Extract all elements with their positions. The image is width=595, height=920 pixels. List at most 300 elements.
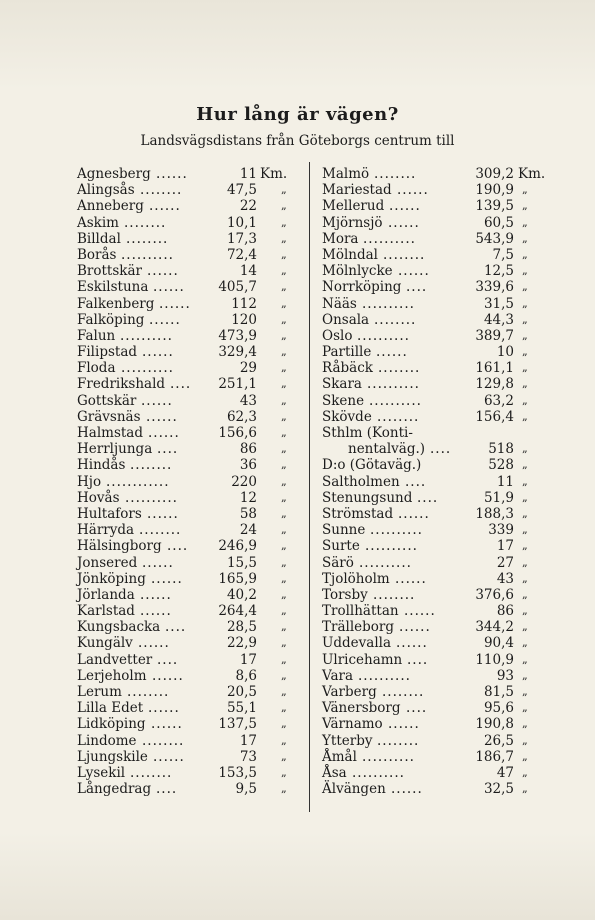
- leader-dots: ......: [142, 554, 174, 571]
- distance-value: 110,9: [475, 651, 514, 668]
- place-name: Landvetter: [77, 651, 153, 668]
- leader-dots: ..........: [370, 522, 423, 539]
- place-name: Surte: [322, 538, 360, 555]
- place-name: Agnesberg: [77, 166, 151, 182]
- ditto-mark: „: [522, 442, 528, 456]
- distance-value: 137,5: [218, 716, 257, 733]
- distance-value: 31,5: [483, 295, 514, 312]
- table-row: [77, 668, 305, 684]
- table-row: [322, 360, 544, 376]
- distance-value: 161,1: [475, 360, 514, 377]
- place-name: Lidköping: [77, 716, 146, 733]
- leader-dots: ......: [396, 635, 428, 652]
- place-name: Kungsbacka: [77, 619, 161, 636]
- table-row: [322, 781, 544, 797]
- distance-value: 10: [496, 344, 514, 361]
- table-row: [77, 781, 305, 797]
- distance-value: 47,5: [226, 182, 257, 199]
- place-name: Lerjeholm: [77, 667, 147, 684]
- leader-dots: ..........: [369, 392, 422, 409]
- leader-dots: ......: [388, 214, 420, 231]
- distance-value: 473,9: [218, 327, 257, 344]
- leader-dots: ......: [389, 198, 421, 215]
- place-name: Billdal: [77, 230, 121, 247]
- leader-dots: ........: [130, 764, 173, 781]
- table-row: [77, 684, 305, 700]
- table-row: [322, 603, 544, 619]
- ditto-mark: „: [522, 555, 528, 569]
- leader-dots: ........: [130, 457, 173, 474]
- leader-dots: ........: [377, 732, 420, 749]
- leader-dots: ........: [383, 246, 426, 263]
- leader-dots: ........: [378, 360, 421, 377]
- table-row: [322, 344, 544, 360]
- distance-value: 528: [488, 457, 514, 474]
- distance-value: 43: [239, 392, 257, 409]
- leader-dots: ..........: [121, 360, 174, 377]
- distance-value: 43: [496, 570, 514, 587]
- place-name: Lilla Edet: [77, 700, 144, 717]
- table-row: [322, 263, 544, 279]
- distance-value: 86: [496, 603, 514, 620]
- place-name: Åsa: [322, 764, 347, 781]
- place-name: Jonsered: [77, 554, 138, 571]
- place-name: Eskilstuna: [77, 279, 149, 296]
- leader-dots: ........: [139, 522, 182, 539]
- table-row: [322, 376, 544, 392]
- ditto-mark: „: [281, 620, 287, 634]
- ditto-mark: „: [281, 361, 287, 375]
- place-name: Älvängen: [322, 781, 386, 798]
- table-row: [322, 587, 544, 603]
- table-row: [322, 700, 544, 716]
- ditto-mark: „: [522, 571, 528, 585]
- leader-dots: ......: [140, 603, 172, 620]
- ditto-mark: „: [522, 765, 528, 779]
- leader-dots: ....: [406, 700, 428, 717]
- place-name: Mölndal: [322, 246, 378, 263]
- place-name: Hovås: [77, 489, 120, 506]
- ditto-mark: „: [522, 409, 528, 423]
- leader-dots: ......: [147, 263, 179, 280]
- table-row: [77, 360, 305, 376]
- leader-dots: ......: [156, 166, 188, 182]
- place-name: Härryda: [77, 522, 135, 539]
- right-column: [322, 166, 544, 797]
- table-row: [322, 749, 544, 765]
- distance-value: 8,6: [235, 667, 257, 684]
- place-name: Mjörnsjö: [322, 214, 383, 231]
- table-row: [77, 182, 305, 198]
- leader-dots: ......: [149, 311, 181, 328]
- ditto-mark: „: [281, 506, 287, 520]
- distance-value: 220: [231, 473, 257, 490]
- distance-value: 17: [239, 732, 257, 749]
- leader-dots: ........: [374, 311, 417, 328]
- leader-dots: ......: [404, 603, 436, 620]
- place-name: D:o (Götaväg.): [322, 457, 422, 474]
- leader-dots: ......: [138, 635, 170, 652]
- ditto-mark: „: [281, 231, 287, 245]
- ditto-mark: „: [522, 506, 528, 520]
- table-row: [77, 474, 305, 490]
- place-name: Hälsingborg: [77, 538, 162, 555]
- table-row: [322, 425, 544, 457]
- leader-dots: ......: [391, 781, 423, 798]
- ditto-mark: „: [281, 782, 287, 796]
- table-row: [77, 506, 305, 522]
- ditto-mark: „: [522, 490, 528, 504]
- ditto-mark: „: [281, 215, 287, 229]
- distance-value: 120: [231, 311, 257, 328]
- distance-value: 112: [231, 295, 257, 312]
- distance-value: 7,5: [492, 246, 514, 263]
- place-name: Sunne: [322, 522, 366, 539]
- place-name: Särö: [322, 554, 354, 571]
- distance-value: 139,5: [475, 198, 514, 215]
- distance-value: 10,1: [226, 214, 257, 231]
- ditto-mark: „: [522, 377, 528, 391]
- table-row: [322, 506, 544, 522]
- leader-dots: ....: [157, 441, 179, 458]
- ditto-mark: „: [281, 571, 287, 585]
- ditto-mark: „: [281, 668, 287, 682]
- distance-value: 44,3: [483, 311, 514, 328]
- ditto-mark: „: [522, 199, 528, 213]
- ditto-mark: „: [281, 636, 287, 650]
- place-name: Kungälv: [77, 635, 133, 652]
- table-row: [77, 215, 305, 231]
- leader-dots: ......: [140, 586, 172, 603]
- ditto-mark: „: [281, 199, 287, 213]
- distance-value: 339,6: [475, 279, 514, 296]
- distance-value: 251,1: [218, 376, 257, 393]
- table-row: [77, 749, 305, 765]
- leader-dots: ....: [165, 619, 187, 636]
- leader-dots: ..........: [125, 489, 178, 506]
- place-name: Falkenberg: [77, 295, 155, 312]
- distance-value: 405,7: [218, 279, 257, 296]
- table-row: [77, 619, 305, 635]
- place-name: Falköping: [77, 311, 145, 328]
- page-subtitle: Landsvägsdistans från Göteborgs centrum till: [140, 133, 455, 149]
- ditto-mark: „: [281, 296, 287, 310]
- place-name: Mariestad: [322, 182, 392, 199]
- table-row: [322, 652, 544, 668]
- leader-dots: ......: [148, 700, 180, 717]
- table-row: [322, 538, 544, 554]
- ditto-mark: „: [281, 652, 287, 666]
- place-name: Partille: [322, 344, 372, 361]
- table-row: [322, 198, 544, 214]
- table-row: [322, 733, 544, 749]
- distance-value: 129,8: [475, 376, 514, 393]
- distance-value: 339: [488, 522, 514, 539]
- distance-value: 376,6: [475, 586, 514, 603]
- distance-value: 518: [488, 441, 514, 458]
- ditto-mark: „: [522, 604, 528, 618]
- distance-value: 156,6: [218, 425, 257, 441]
- distance-value: 344,2: [475, 619, 514, 636]
- leader-dots: ........: [127, 684, 170, 700]
- ditto-mark: „: [522, 231, 528, 245]
- place-name: Värnamo: [322, 716, 383, 733]
- ditto-mark: „: [281, 555, 287, 569]
- leader-dots: ......: [398, 505, 430, 522]
- table-row: [77, 635, 305, 651]
- bleed-through-area: [0, 0, 595, 90]
- distance-value: 60,5: [483, 214, 514, 231]
- distance-value: 9,5: [235, 781, 257, 798]
- table-row: [77, 328, 305, 344]
- distance-value: 190,8: [475, 716, 514, 733]
- table-row: [77, 344, 305, 360]
- ditto-mark: „: [281, 490, 287, 504]
- ditto-mark: „: [281, 604, 287, 618]
- place-name: Trollhättan: [322, 603, 399, 620]
- distance-value: 93: [496, 667, 514, 684]
- place-name: Borås: [77, 246, 117, 263]
- table-row: [322, 393, 544, 409]
- table-row: [77, 571, 305, 587]
- distance-value: 81,5: [483, 684, 514, 701]
- leader-dots: ......: [152, 667, 184, 684]
- place-name: Halmstad: [77, 425, 143, 441]
- table-row: [322, 571, 544, 587]
- ditto-mark: „: [281, 474, 287, 488]
- ditto-mark: „: [522, 312, 528, 326]
- table-row: [322, 765, 544, 781]
- table-row: [322, 474, 544, 490]
- place-name: Jörlanda: [77, 586, 135, 603]
- place-name: Mora: [322, 230, 359, 247]
- ditto-mark: „: [281, 328, 287, 342]
- table-row: [77, 376, 305, 392]
- unit-label: Km.: [518, 166, 546, 182]
- ditto-mark: „: [281, 685, 287, 698]
- ditto-mark: „: [281, 426, 287, 439]
- place-name: Nääs: [322, 295, 357, 312]
- ditto-mark: „: [522, 183, 528, 197]
- ditto-mark: „: [281, 409, 287, 423]
- leader-dots: ......: [141, 392, 173, 409]
- ditto-mark: „: [281, 183, 287, 197]
- leader-dots: ....: [417, 489, 439, 506]
- distance-value: 264,4: [218, 603, 257, 620]
- leader-dots: ..........: [352, 764, 405, 781]
- place-name: Hindås: [77, 457, 126, 474]
- leader-dots: ..........: [367, 376, 420, 393]
- place-name: Torsby: [322, 586, 368, 603]
- place-name: Anneberg: [77, 198, 144, 215]
- table-row: [77, 247, 305, 263]
- leader-dots: ..........: [357, 327, 410, 344]
- page-title: Hur lång är vägen?: [196, 104, 399, 125]
- leader-dots: ........: [140, 182, 183, 199]
- leader-dots: ........: [377, 408, 420, 425]
- ditto-mark: „: [522, 717, 528, 731]
- ditto-mark: „: [522, 328, 528, 342]
- leader-dots: ......: [388, 716, 420, 733]
- leader-dots: ....: [430, 441, 452, 458]
- distance-value: 12,5: [483, 263, 514, 280]
- leader-dots: ........: [124, 214, 167, 231]
- table-row: [77, 166, 305, 182]
- ditto-mark: „: [281, 312, 287, 326]
- distance-value: 22,9: [226, 635, 257, 652]
- table-row: [322, 409, 544, 425]
- table-row: [77, 409, 305, 425]
- table-row: [322, 312, 544, 328]
- place-name: Jönköping: [77, 570, 146, 587]
- place-name: Ulricehamn: [322, 651, 403, 668]
- left-column: [77, 166, 305, 797]
- place-name: Oslo: [322, 327, 353, 344]
- unit-label: Km.: [260, 166, 288, 182]
- distance-value: 188,3: [475, 505, 514, 522]
- distance-value: 95,6: [483, 700, 514, 717]
- distance-value: 32,5: [483, 781, 514, 798]
- ditto-mark: „: [281, 765, 287, 779]
- place-name: Mellerud: [322, 198, 385, 215]
- distance-value: 28,5: [226, 619, 257, 636]
- leader-dots: ............: [106, 473, 170, 490]
- distance-value: 17,3: [226, 230, 257, 247]
- ditto-mark: „: [281, 749, 287, 763]
- place-name: Fredrikshald: [77, 376, 166, 393]
- ditto-mark: „: [281, 539, 287, 553]
- place-name: Lindome: [77, 732, 137, 749]
- distance-value: 14: [239, 263, 257, 280]
- place-name: Ytterby: [322, 732, 373, 749]
- place-name: Vara: [322, 667, 354, 684]
- table-row: [77, 198, 305, 214]
- place-name: Floda: [77, 360, 116, 377]
- leader-dots: ........: [126, 230, 169, 247]
- distance-value: 22: [239, 198, 257, 215]
- ditto-mark: „: [522, 215, 528, 229]
- place-name: Grävsnäs: [77, 408, 141, 425]
- distance-value: 63,2: [483, 392, 514, 409]
- leader-dots: ..........: [359, 554, 412, 571]
- table-row: [77, 716, 305, 732]
- place-name: Norrköping: [322, 279, 402, 296]
- table-row: [322, 635, 544, 651]
- leader-dots: ......: [142, 344, 174, 361]
- place-name: Skara: [322, 376, 362, 393]
- page-footer-area: [0, 832, 595, 920]
- ditto-mark: „: [522, 393, 528, 407]
- table-row: [322, 279, 544, 295]
- table-row: [322, 668, 544, 684]
- leader-dots: ........: [382, 684, 425, 701]
- table-row: [322, 619, 544, 635]
- leader-dots: ....: [156, 781, 178, 798]
- leader-dots: ......: [159, 295, 191, 312]
- place-name: Vänersborg: [322, 700, 401, 717]
- leader-dots: ......: [153, 748, 185, 765]
- place-name: Hjo: [77, 473, 102, 490]
- distance-value: 246,9: [218, 538, 257, 555]
- leader-dots: ......: [146, 408, 178, 425]
- distance-value: 165,9: [218, 570, 257, 587]
- place-name: Strömstad: [322, 505, 394, 522]
- distance-value: 86: [239, 441, 257, 458]
- ditto-mark: „: [522, 361, 528, 375]
- table-row: [77, 555, 305, 571]
- ditto-mark: „: [522, 620, 528, 634]
- ditto-mark: „: [522, 264, 528, 278]
- distance-value: 24: [239, 522, 257, 539]
- leader-dots: ..........: [365, 538, 418, 555]
- table-row: [77, 279, 305, 295]
- table-row: [77, 765, 305, 781]
- ditto-mark: „: [281, 280, 287, 294]
- table-row: [77, 441, 305, 457]
- leader-dots: ......: [153, 279, 185, 296]
- place-name: Sthlm (Konti-: [322, 425, 413, 441]
- place-name: Saltholmen: [322, 473, 400, 490]
- place-name: Onsala: [322, 311, 370, 328]
- distance-value: 17: [239, 651, 257, 668]
- leader-dots: ......: [398, 263, 430, 280]
- distance-value: 29: [239, 360, 257, 377]
- ditto-mark: „: [281, 377, 287, 391]
- place-name: Trälleborg: [322, 619, 394, 636]
- leader-dots: ..........: [120, 327, 173, 344]
- place-name: Råbäck: [322, 360, 373, 377]
- table-row: [322, 684, 544, 700]
- leader-dots: ......: [397, 182, 429, 199]
- distance-value: 72,4: [226, 246, 257, 263]
- table-row: [77, 700, 305, 716]
- leader-dots: ........: [374, 166, 417, 182]
- table-row: [77, 587, 305, 603]
- ditto-mark: „: [281, 264, 287, 278]
- place-name-continued: nentalväg.): [348, 441, 426, 458]
- leader-dots: ....: [170, 376, 192, 393]
- leader-dots: ....: [407, 651, 429, 668]
- leader-dots: ......: [148, 425, 180, 441]
- table-row: [77, 733, 305, 749]
- distance-value: 543,9: [475, 230, 514, 247]
- table-row: [322, 215, 544, 231]
- ditto-mark: „: [522, 247, 528, 261]
- distance-value: 40,2: [226, 586, 257, 603]
- table-row: [77, 263, 305, 279]
- place-name: Ljungskile: [77, 748, 148, 765]
- ditto-mark: „: [522, 636, 528, 650]
- place-name: Uddevalla: [322, 635, 392, 652]
- table-row: [322, 328, 544, 344]
- table-row: [322, 247, 544, 263]
- place-name: Lerum: [77, 684, 122, 700]
- ditto-mark: „: [522, 474, 528, 488]
- ditto-mark: „: [522, 782, 528, 796]
- distance-value: 186,7: [475, 748, 514, 765]
- table-row: [322, 231, 544, 247]
- place-name: Karlstad: [77, 603, 135, 620]
- ditto-mark: „: [522, 749, 528, 763]
- distance-value: 11: [496, 473, 514, 490]
- distance-value: 26,5: [483, 732, 514, 749]
- ditto-mark: „: [522, 668, 528, 682]
- distance-value: 20,5: [226, 684, 257, 700]
- table-row: [77, 393, 305, 409]
- place-name: Gottskär: [77, 392, 137, 409]
- leader-dots: ..........: [362, 295, 415, 312]
- distance-value: 329,4: [218, 344, 257, 361]
